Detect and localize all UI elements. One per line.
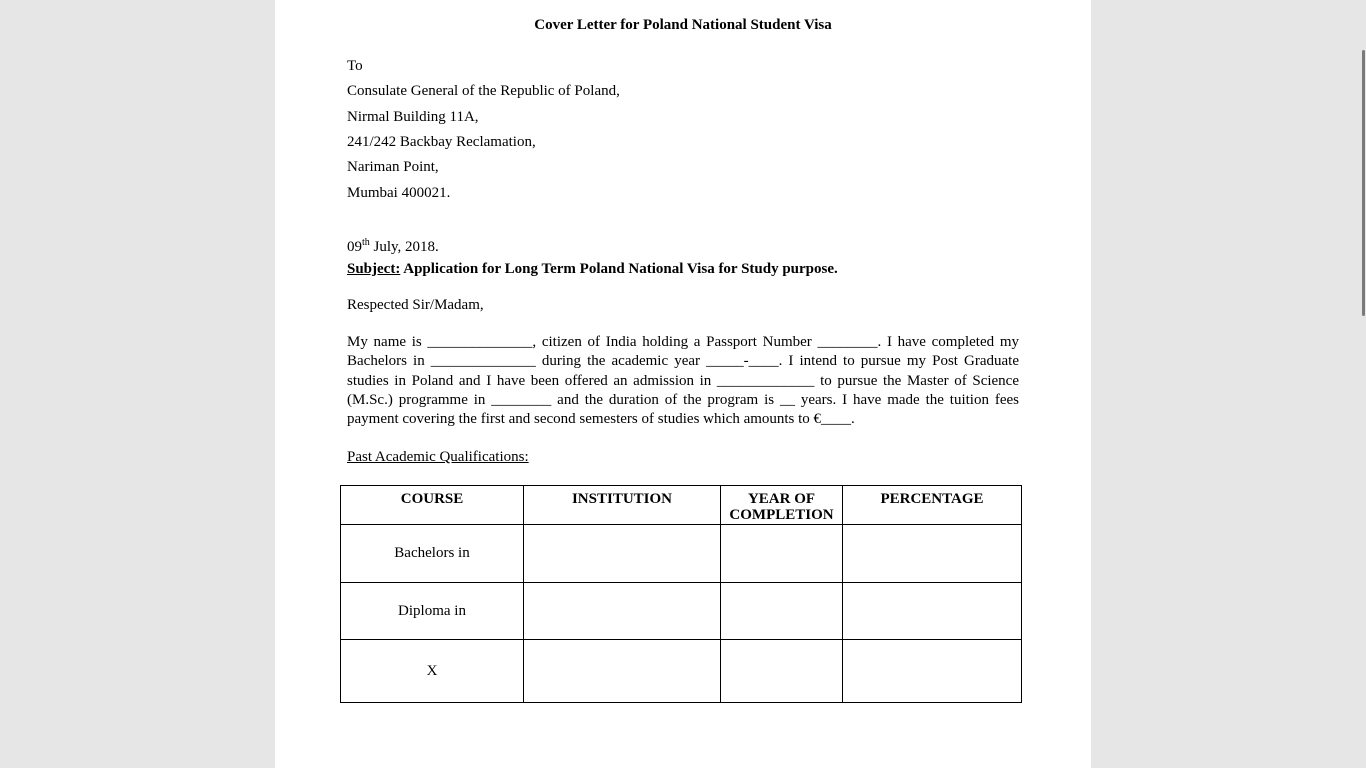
cell-year (721, 583, 843, 640)
cell-course: Bachelors in (341, 525, 524, 583)
header-year-of-completion: YEAR OF COMPLETION (721, 486, 843, 525)
header-institution: INSTITUTION (524, 486, 721, 525)
date-day: 09 (347, 239, 362, 255)
address-line-street: 241/242 Backbay Reclamation, (347, 134, 536, 150)
past-qualifications-heading: Past Academic Qualifications: (347, 449, 529, 465)
body-paragraph: My name is ______________, citizen of India holding a Passport Number ________. I have completed my Bachelors in ______________ during the academic year _____-____. I intend to pursue my Post Graduate studies in Poland and I have been offered an admission in _____________ to pursue the Master of Science (M.Sc.) programme in ________ and the duration of the program is __ years. I have made the tuition fees payment covering the first and second semesters of studies which amounts to €____. (347, 334, 1019, 428)
cell-institution (524, 640, 721, 703)
header-course: COURSE (341, 486, 524, 525)
cell-percentage (843, 525, 1022, 583)
cell-year (721, 525, 843, 583)
address-line-building: Nirmal Building 11A, (347, 109, 479, 125)
address-line-consulate: Consulate General of the Republic of Poland, (347, 83, 620, 99)
address-line-city: Mumbai 400021. (347, 185, 451, 201)
subject-line (347, 261, 838, 278)
cell-course: X (341, 640, 524, 703)
table-row (341, 583, 1022, 640)
date-suffix: th (362, 237, 370, 248)
letter-date (347, 237, 439, 256)
cell-course: Diploma in (341, 583, 524, 640)
cell-year (721, 640, 843, 703)
header-percentage: PERCENTAGE (843, 486, 1022, 525)
subject-label: Subject: (347, 261, 401, 277)
document-page (275, 0, 1091, 768)
table-header-row (341, 486, 1022, 525)
cell-percentage (843, 640, 1022, 703)
document-title: Cover Letter for Poland National Student Visa (534, 17, 832, 33)
qualifications-table (340, 485, 1022, 703)
cell-percentage (843, 583, 1022, 640)
salutation: Respected Sir/Madam, (347, 297, 484, 313)
cell-institution (524, 583, 721, 640)
address-line-area: Nariman Point, (347, 159, 439, 175)
cell-institution (524, 525, 721, 583)
table-row (341, 525, 1022, 583)
subject-text: Application for Long Term Poland National Visa for Study purpose. (400, 261, 838, 277)
scrollbar-thumb[interactable] (1362, 50, 1365, 316)
address-line-to: To (347, 58, 363, 74)
date-rest: July, 2018. (369, 239, 439, 255)
table-row (341, 640, 1022, 703)
